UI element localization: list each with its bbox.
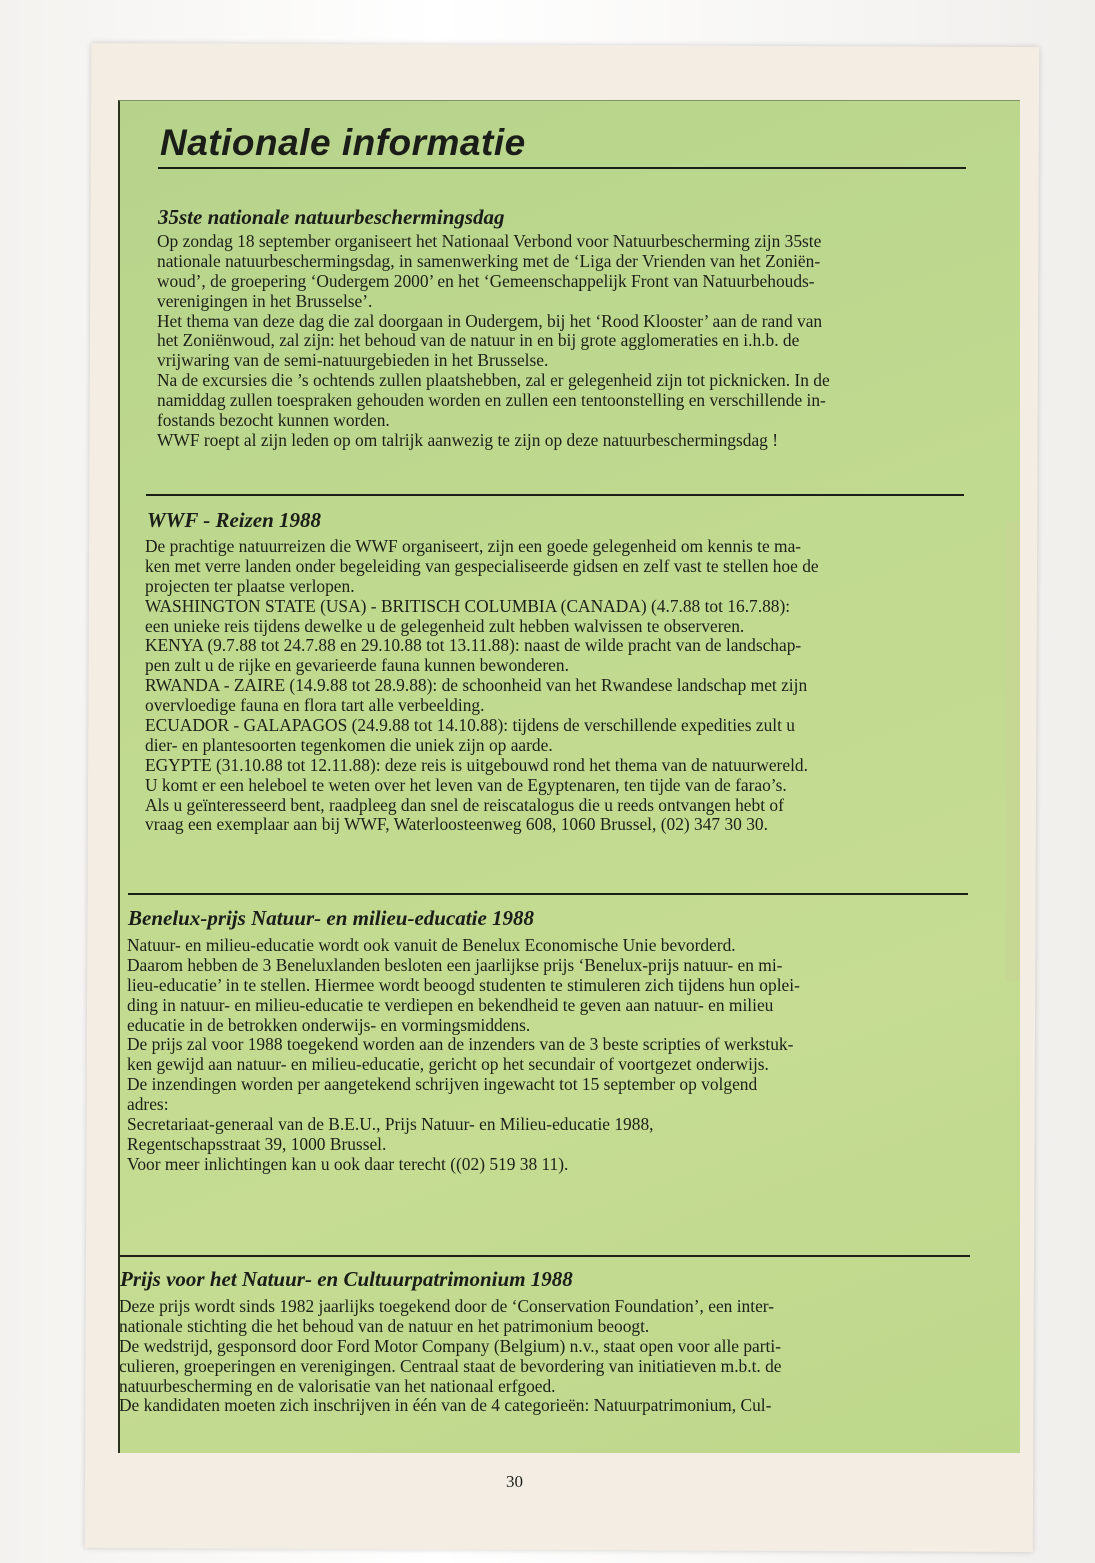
text-line: culieren, groeperingen en verenigingen. Centraal staat de bevordering van initiatieven m.b.t. de [119,1355,782,1376]
text-line: De wedstrijd, gesponsord door Ford Motor Company (Belgium) n.v., staat open voor alle parti- [119,1335,782,1356]
text-line: U komt er een heleboel te weten over het leven van de Egyptenaren, ten tijde van de farao’s. [145,774,787,795]
text-line: ECUADOR - GALAPAGOS (24.9.88 tot 14.10.88): tijdens de verschillende expedities zult u [145,715,795,736]
text-line: De kandidaten moeten zich inschrijven in één van de 4 categorieën: Natuurpatrimonium, Cul- [119,1395,772,1416]
text-line: overvloedige fauna en flora tart alle verbeelding. [145,695,485,716]
text-line: ken met verre landen onder begeleiding van gespecialiseerde gidsen en zelf vast te stellen hoe de [145,555,819,576]
section-heading-benelux-prijs: Benelux-prijs Natuur- en milieu-educatie 1988 [128,906,535,930]
page-title: Nationale informatie [160,122,526,163]
text-line: RWANDA - ZAIRE (14.9.88 tot 28.9.88): de schoonheid van het Rwandese landschap met zijn [145,675,808,696]
text-line: Als u geïnteresseerd bent, raadpleeg dan snel de reiscatalogus die u reeds ontvangen hebt of [145,794,784,815]
text-line: het Zoniënwoud, zal zijn: het behoud van de natuur in en bij grote agglomeraties en i.h.b. de [157,330,800,351]
text-line: Deze prijs wordt sinds 1982 jaarlijks toegekend door de ‘Conservation Foundation’, een inter- [119,1296,775,1316]
text-line: nationale stichting die het behoud van de natuur en het patrimonium beoogt. [119,1315,650,1336]
text-line: Daarom hebben de 3 Beneluxlanden besloten een jaarlijkse prijs ‘Benelux-prijs natuur- en mi- [127,954,783,975]
text-line: projecten ter plaatse verlopen. [145,575,355,596]
section-divider [146,494,964,496]
section-divider [120,1255,970,1257]
section-heading-wwf-reizen: WWF - Reizen 1988 [147,508,322,532]
text-line: woud’, de groepering ‘Oudergem 2000’ en het ‘Gemeenschappelijk Front van Natuurbehouds- [157,270,815,291]
text-line: Natuur- en milieu-educatie wordt ook vanuit de Benelux Economische Unie bevorderd. [127,935,736,955]
text-line: De prachtige natuurreizen die WWF organiseert, zijn een goede gelegenheid om kennis te ma- [145,536,802,556]
section-heading-natuurbeschermingsdag: 35ste nationale natuurbeschermingsdag [158,205,505,229]
text-line: nationale natuurbeschermingsdag, in samenwerking met de ‘Liga der Vrienden van het Zoniën- [157,250,821,271]
text-line: De inzendingen worden per aangetekend schrijven ingewacht tot 15 september op volgend [127,1074,758,1095]
text-line: vraag een exemplaar aan bij WWF, Waterloosteenweg 608, 1060 Brussel, (02) 347 30 30. [145,814,768,835]
text-line: Regentschapsstraat 39, 1000 Brussel. [127,1133,387,1154]
text-line: Na de excursies die ’s ochtends zullen plaatshebben, zal er gelegenheid zijn tot picknicken. In de [157,370,830,391]
text-line: educatie in de betrokken onderwijs- en vormingsmiddens. [127,1014,531,1035]
text-line: ding in natuur- en milieu-educatie te verdiepen en bekendheid te geven aan natuur- en milieu [127,994,774,1015]
text-line: verenigingen in het Brusselse’. [157,290,373,311]
text-line: Op zondag 18 september organiseert het Nationaal Verbond voor Natuurbescherming zijn 35ste [157,231,822,251]
text-line: KENYA (9.7.88 tot 24.7.88 en 29.10.88 tot 13.11.88): naast de wilde pracht van de landschap- [145,635,802,656]
section-body-wwf-reizen [145,537,819,835]
section-divider [128,893,968,895]
text-line: dier- en plantesoorten tegenkomen die uniek zijn op aarde. [145,734,553,755]
section-body-benelux-prijs [127,936,800,1175]
text-line: fostands bezocht kunnen worden. [157,410,390,431]
section-heading-patrimonium-prijs: Prijs voor het Natuur- en Cultuurpatrimonium 1988 [120,1267,573,1291]
title-rule [158,167,966,169]
text-line: namiddag zullen toespraken gehouden worden en zullen een tentoonstelling en verschillende in- [157,390,826,411]
text-line: adres: [127,1094,169,1115]
section-body-natuurbeschermingsdag [157,232,830,451]
text-line: Het thema van deze dag die zal doorgaan in Oudergem, bij het ‘Rood Klooster’ aan de rand van [157,310,823,331]
text-line: Voor meer inlichtingen kan u ook daar terecht ((02) 519 38 11). [127,1153,569,1174]
text-line: WASHINGTON STATE (USA) - BRITISCH COLUMBIA (CANADA) (4.7.88 tot 16.7.88): [145,595,791,616]
text-line: natuurbescherming en de valorisatie van het nationaal erfgoed. [119,1375,556,1396]
text-line: lieu-educatie’ in te stellen. Hiermee wordt beoogd studenten te stimuleren zich tijdens hun oplei- [127,974,800,995]
text-line: Secretariaat-generaal van de B.E.U., Prijs Natuur- en Milieu-educatie 1988, [127,1114,654,1135]
text-line: ken gewijd aan natuur- en milieu-educatie, gericht op het secundair of voortgezet onderwijs. [127,1054,769,1075]
text-line: pen zult u de rijke en gevarieerde fauna kunnen bewonderen. [145,655,569,676]
page-number: 30 [506,1472,523,1491]
text-line: een unieke reis tijdens dewelke u de gelegenheid zult hebben walvissen te observeren. [145,615,745,636]
text-line: WWF roept al zijn leden op om talrijk aanwezig te zijn op deze natuurbeschermingsdag ! [157,429,779,450]
text-line: EGYPTE (31.10.88 tot 12.11.88): deze reis is uitgebouwd rond het thema van de natuurwereld. [145,754,808,775]
section-body-patrimonium-prijs [119,1297,782,1416]
text-line: De prijs zal voor 1988 toegekend worden aan de inzenders van de 3 beste scripties of werkstuk- [127,1034,794,1055]
text-line: vrijwaring van de semi-natuurgebieden in het Brusselse. [157,350,549,371]
